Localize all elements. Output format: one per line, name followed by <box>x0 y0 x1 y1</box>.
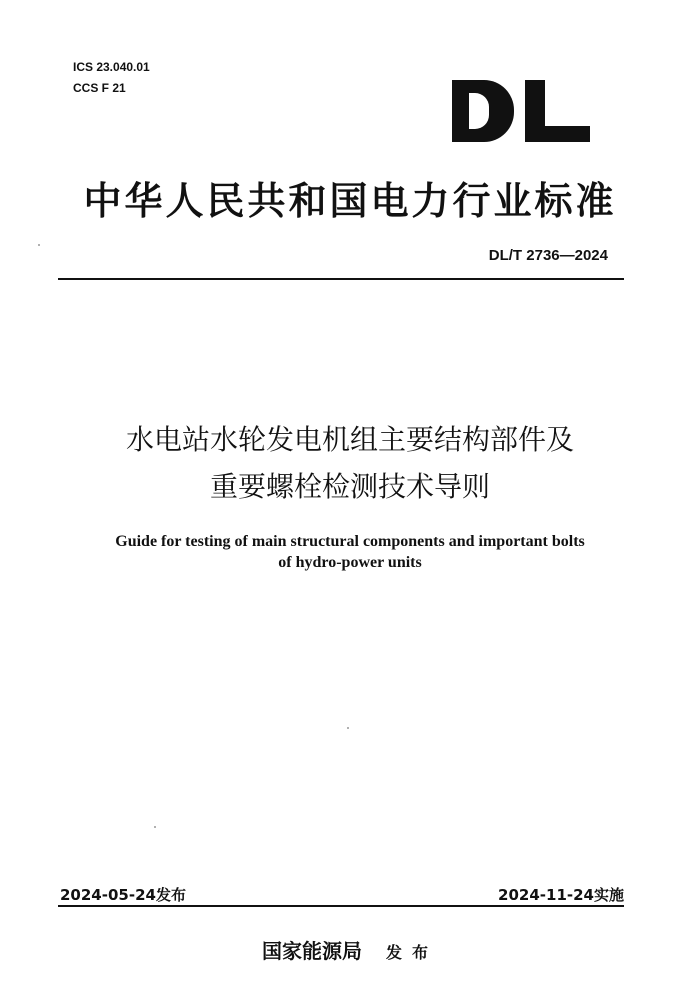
classification-codes <box>73 57 150 99</box>
scan-speck <box>154 826 156 828</box>
dl-logo <box>452 80 590 142</box>
ccs-code: CCS F 21 <box>73 81 126 95</box>
chinese-title-line-2: 重要螺栓检测技术导则 <box>209 470 490 503</box>
standard-code: DL/T 2736—2024 <box>488 247 608 264</box>
bottom-divider <box>58 905 624 907</box>
dl-logo-letter-l-foot <box>525 126 590 142</box>
standard-type-heading: 中华人民共和国电力行业标准 <box>83 179 617 223</box>
dl-logo-letter-d <box>452 80 514 142</box>
publisher-line <box>0 935 700 964</box>
scan-speck <box>347 727 349 729</box>
english-title-line-2: of hydro-power units <box>278 554 422 571</box>
scan-speck <box>38 244 40 246</box>
chinese-title-line-1: 水电站水轮发电机组主要结构部件及 <box>125 423 574 456</box>
issue-date: 2024-05-24发布 <box>60 886 186 904</box>
implementation-date: 2024-11-24实施 <box>498 886 624 904</box>
ics-code: ICS 23.040.01 <box>73 60 150 74</box>
top-divider <box>58 278 624 280</box>
english-title-line-1: Guide for testing of main structural components and important bolts <box>115 533 585 550</box>
publish-verb: 发布 <box>385 943 438 962</box>
publisher-name: 国家能源局 <box>261 939 362 963</box>
